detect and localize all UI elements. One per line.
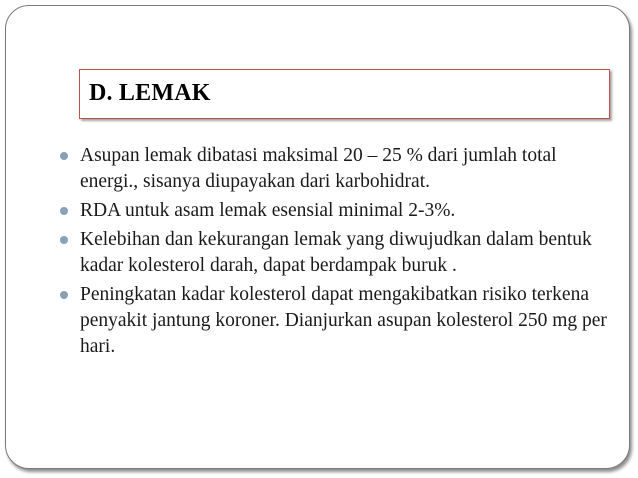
title-box bbox=[79, 69, 610, 119]
bullet-text: Kelebihan dan kekurangan lemak yang diwujudkan dalam bentuk kadar kolesterol darah, dapat berdampak buruk . bbox=[80, 229, 592, 276]
bullet-dot-icon bbox=[60, 236, 68, 244]
bullet-text: Peningkatan kadar kolesterol dapat mengakibatkan risiko terkena penyakit jantung koroner. Dianjurkan asupan kolesterol 250 mg per hari. bbox=[80, 284, 607, 357]
bullet-item bbox=[58, 143, 618, 195]
bullet-text: RDA untuk asam lemak esensial minimal 2-3%. bbox=[80, 200, 456, 221]
bullet-text: Asupan lemak dibatasi maksimal 20 – 25 % dari jumlah total energi., sisanya diupayakan dari karbohidrat. bbox=[80, 145, 557, 192]
bullet-list bbox=[58, 143, 618, 363]
bullet-item bbox=[58, 198, 618, 224]
bullet-dot-icon bbox=[60, 207, 68, 215]
bullet-item bbox=[58, 282, 618, 360]
slide-title: D. LEMAK bbox=[89, 80, 211, 106]
bullet-dot-icon bbox=[60, 291, 68, 299]
bullet-item bbox=[58, 227, 618, 279]
bullet-dot-icon bbox=[60, 152, 68, 160]
